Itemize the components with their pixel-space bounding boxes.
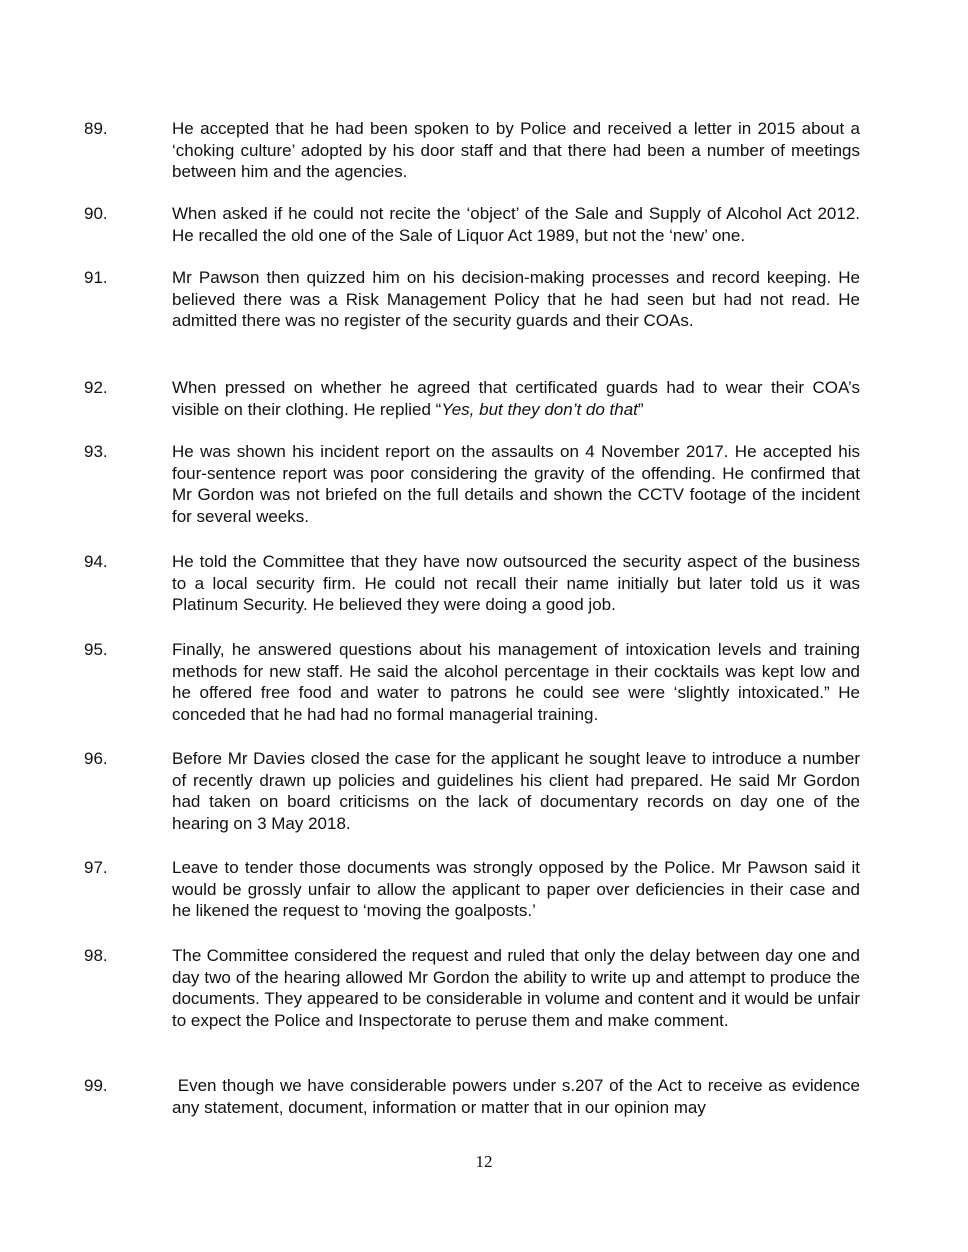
paragraph-number: 95. <box>84 640 108 659</box>
paragraph-number: 99. <box>84 1076 108 1095</box>
paragraph-text: He was shown his incident report on the assaults on 4 November 2017. He accepted his four-sentence report was poor considering the gravity of the offending. He confirmed that Mr Gordon was not briefed on the full details and shown the CCTV footage of the incident for several weeks. <box>172 442 860 527</box>
paragraph-text-end: ” <box>637 399 644 419</box>
paragraph-number: 94. <box>84 552 108 571</box>
paragraph-text: Finally, he answered questions about his management of intoxication levels and training methods for new staff. He said the alcohol percentage in their cocktails was kept low and he offered free food and water to patrons he could see were ‘slightly intoxicated.” He conceded that he had had no formal managerial training. <box>172 640 860 725</box>
paragraph-text: The Committee considered the request and ruled that only the delay between day one and day two of the hearing allowed Mr Gordon the ability to write up and attempt to produce the documents. They appeared to be considerable in volume and content and it would be unfair to expect the Police and Inspectorate to peruse them and make comment. <box>172 946 860 1031</box>
paragraph-number: 98. <box>84 946 108 965</box>
paragraph-text: Mr Pawson then quizzed him on his decision-making processes and record keeping. He believed there was a Risk Management Policy that he had seen but had not read. He admitted there was no register of the security guards and their COAs. <box>172 268 860 331</box>
paragraph-text: Even though we have considerable powers under s.207 of the Act to receive as evidence any statement, document, information or matter that in our opinion may <box>172 1076 865 1117</box>
paragraph-number: 91. <box>84 268 108 287</box>
paragraph-text: He accepted that he had been spoken to by Police and received a letter in 2015 about a ‘choking culture’ adopted by his door staff and that there had been a number of meetings between him and the agencies. <box>172 119 860 182</box>
paragraph-number: 90. <box>84 204 108 223</box>
paragraph-number: 96. <box>84 749 108 768</box>
paragraph-number: 93. <box>84 442 108 461</box>
paragraph-text-main: When pressed on whether he agreed that certificated guards had to wear their COA’s visible on their clothing. He replied “ <box>172 378 860 419</box>
paragraph-text <box>172 377 860 420</box>
paragraph-text: When asked if he could not recite the ‘object’ of the Sale and Supply of Alcohol Act 2012. He recalled the old one of the Sale of Liquor Act 1989, but not the ‘new’ one. <box>172 204 860 245</box>
paragraph-number: 89. <box>84 119 108 138</box>
paragraph-number: 92. <box>84 378 108 397</box>
paragraph-text: He told the Committee that they have now outsourced the security aspect of the business to a local security firm. He could not recall their name initially but later told us it was Platinum Security. He believed they were doing a good job. <box>172 552 860 615</box>
paragraph-text: Leave to tender those documents was strongly opposed by the Police. Mr Pawson said it would be grossly unfair to allow the applicant to paper over deficiencies in their case and he likened the request to ‘moving the goalposts.’ <box>172 858 860 921</box>
paragraph-number: 97. <box>84 858 108 877</box>
quoted-reply: Yes, but they don’t do that <box>441 399 638 419</box>
paragraph-text: Before Mr Davies closed the case for the applicant he sought leave to introduce a number of recently drawn up policies and guidelines his client had prepared. He said Mr Gordon had taken on board criticisms on the lack of documentary records on day one of the hearing on 3 May 2018. <box>172 749 860 834</box>
page-number: 12 <box>475 1152 493 1171</box>
